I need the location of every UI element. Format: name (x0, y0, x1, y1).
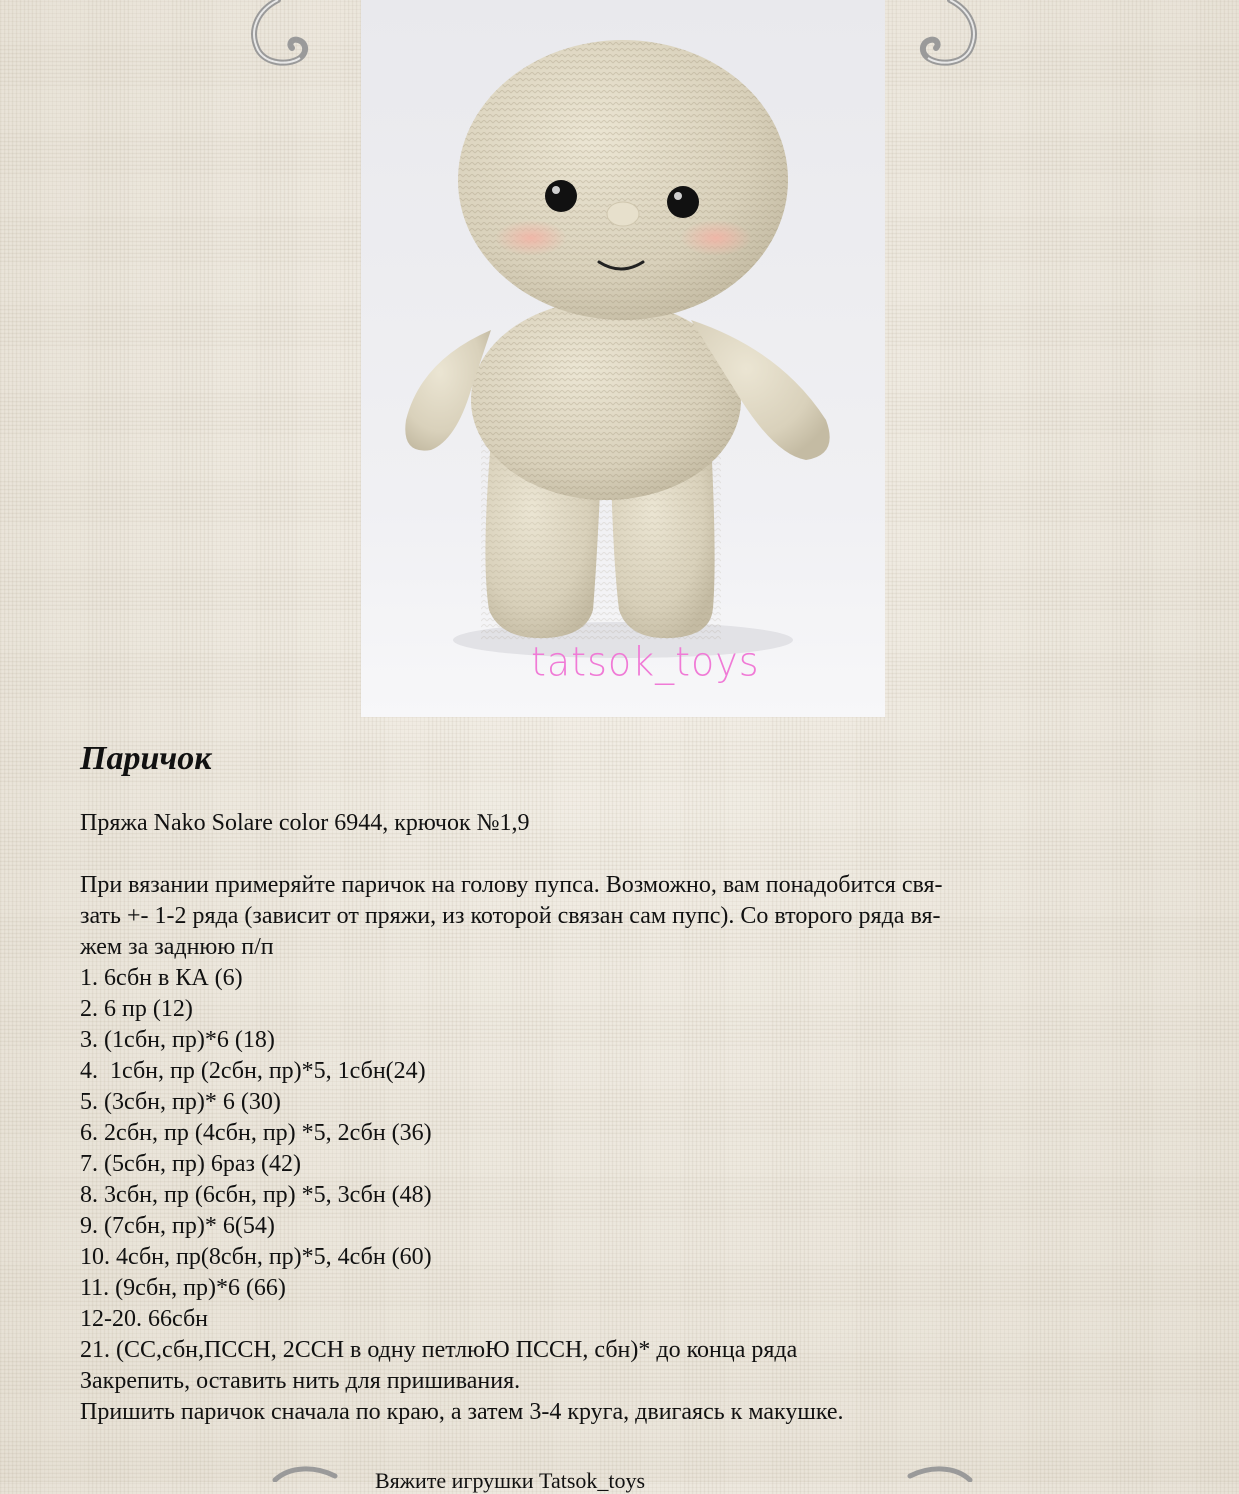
step-line: 4. 1сбн, пр (2сбн, пр)*5, 1сбн(24) (80, 1058, 426, 1084)
doll-photo (361, 0, 885, 717)
step-line: 5. (3сбн, пр)* 6 (30) (80, 1089, 281, 1115)
yarn-and-hook-line: Пряжа Nako Solare color 6944, крючок №1,9 (80, 810, 530, 836)
watermark-text: tatsok_toys (531, 638, 760, 686)
step-line: 9. (7сбн, пр)* 6(54) (80, 1213, 275, 1239)
step-line: 8. 3сбн, пр (6сбн, пр) *5, 3сбн (48) (80, 1182, 432, 1208)
top-right-flourish-ornament (900, 0, 990, 70)
step-line: 2. 6 пр (12) (80, 996, 193, 1022)
step-line: 12-20. 66сбн (80, 1306, 208, 1332)
bottom-right-flourish-ornament (905, 1462, 975, 1482)
step-line: 21. (СС,сбн,ПССН, 2ССН в одну петлюЮ ПССН, сбн)* до конца ряда (80, 1337, 798, 1363)
row-steps-list (80, 963, 1160, 1428)
step-line: 6. 2сбн, пр (4сбн, пр) *5, 2сбн (36) (80, 1120, 432, 1146)
step-line: Закрепить, оставить нить для пришивания. (80, 1368, 521, 1394)
section-heading: Паричок (80, 740, 212, 777)
step-line: 7. (5сбн, пр) 6раз (42) (80, 1151, 301, 1177)
bottom-left-flourish-ornament (270, 1462, 340, 1482)
intro-line: При вязании примеряйте паричок на голову пупса. Возможно, вам понадобится свя- (80, 872, 943, 898)
step-line: Пришить паричок сначала по краю, а затем 3-4 круга, двигаясь к макушке. (80, 1399, 844, 1425)
step-line: 10. 4сбн, пр(8сбн, пр)*5, 4сбн (60) (80, 1244, 432, 1270)
instructions-block (80, 870, 1160, 1428)
footer-caption: Вяжите игрушки Tatsok_toys (375, 1468, 646, 1493)
top-left-flourish-ornament (238, 0, 328, 70)
step-line: 1. 6сбн в КА (6) (80, 965, 243, 991)
intro-line: зать +- 1-2 ряда (зависит от пряжи, из которой связан сам пупс). Со второго ряда вя- (80, 903, 941, 929)
crochet-doll-illustration (361, 0, 885, 717)
intro-line: жем за заднюю п/п (80, 934, 274, 960)
step-line: 3. (1сбн, пр)*6 (18) (80, 1027, 275, 1053)
pattern-section (80, 738, 1160, 1428)
step-line: 11. (9сбн, пр)*6 (66) (80, 1275, 286, 1301)
